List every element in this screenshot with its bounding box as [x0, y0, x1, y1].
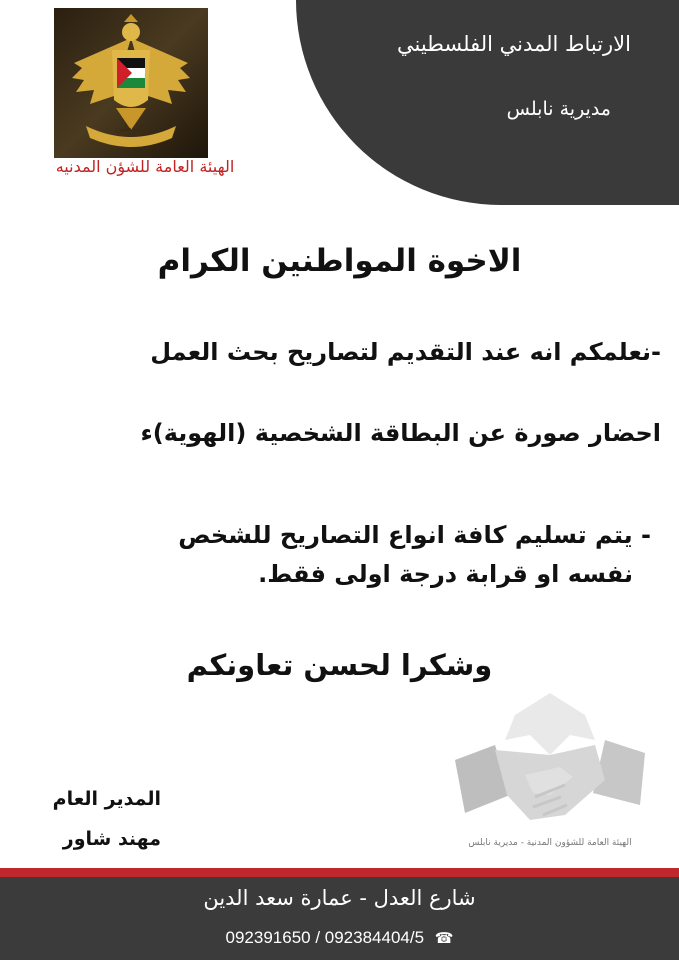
- notice-line-4: نفسه او قرابة درجة اولى فقط.: [258, 560, 633, 588]
- footer-phone-line: [0, 928, 679, 948]
- signatory-title: المدير العام: [52, 788, 161, 810]
- phone-icon: ☎: [434, 930, 454, 947]
- handshake-watermark-icon: [455, 685, 645, 860]
- header-subtitle: مديرية نابلس: [506, 98, 611, 120]
- notice-line-1: -نعلمكم انه عند التقديم لتصاريح بحث العمل: [150, 338, 661, 366]
- palestine-eagle-emblem: [54, 8, 208, 158]
- greeting-heading: الاخوة المواطنين الكرام: [157, 243, 522, 279]
- emblem-banner-text: فلسطين: [114, 124, 148, 134]
- signatory-name: مهند شاور: [62, 828, 161, 850]
- thanks-text: وشكرا لحسن تعاونكم: [186, 648, 493, 682]
- header-title: الارتباط المدني الفلسطيني: [397, 32, 631, 56]
- header-band: [296, 0, 679, 205]
- footer-accent-stripe: [0, 868, 679, 877]
- watermark-text: الهيئة العامة للشؤون المدنية - مديرية نابلس: [468, 838, 632, 848]
- footer-address: شارع العدل - عمارة سعد الدين: [203, 886, 476, 910]
- organization-name: الهيئة العامة للشؤن المدنيه: [55, 157, 235, 176]
- footer-phone-numbers: 092391650 / 092384404/5: [225, 928, 425, 947]
- notice-line-3: - يتم تسليم كافة انواع التصاريح للشخص: [178, 521, 651, 549]
- notice-line-2: احضار صورة عن البطاقة الشخصية (الهوية)ء: [140, 419, 661, 447]
